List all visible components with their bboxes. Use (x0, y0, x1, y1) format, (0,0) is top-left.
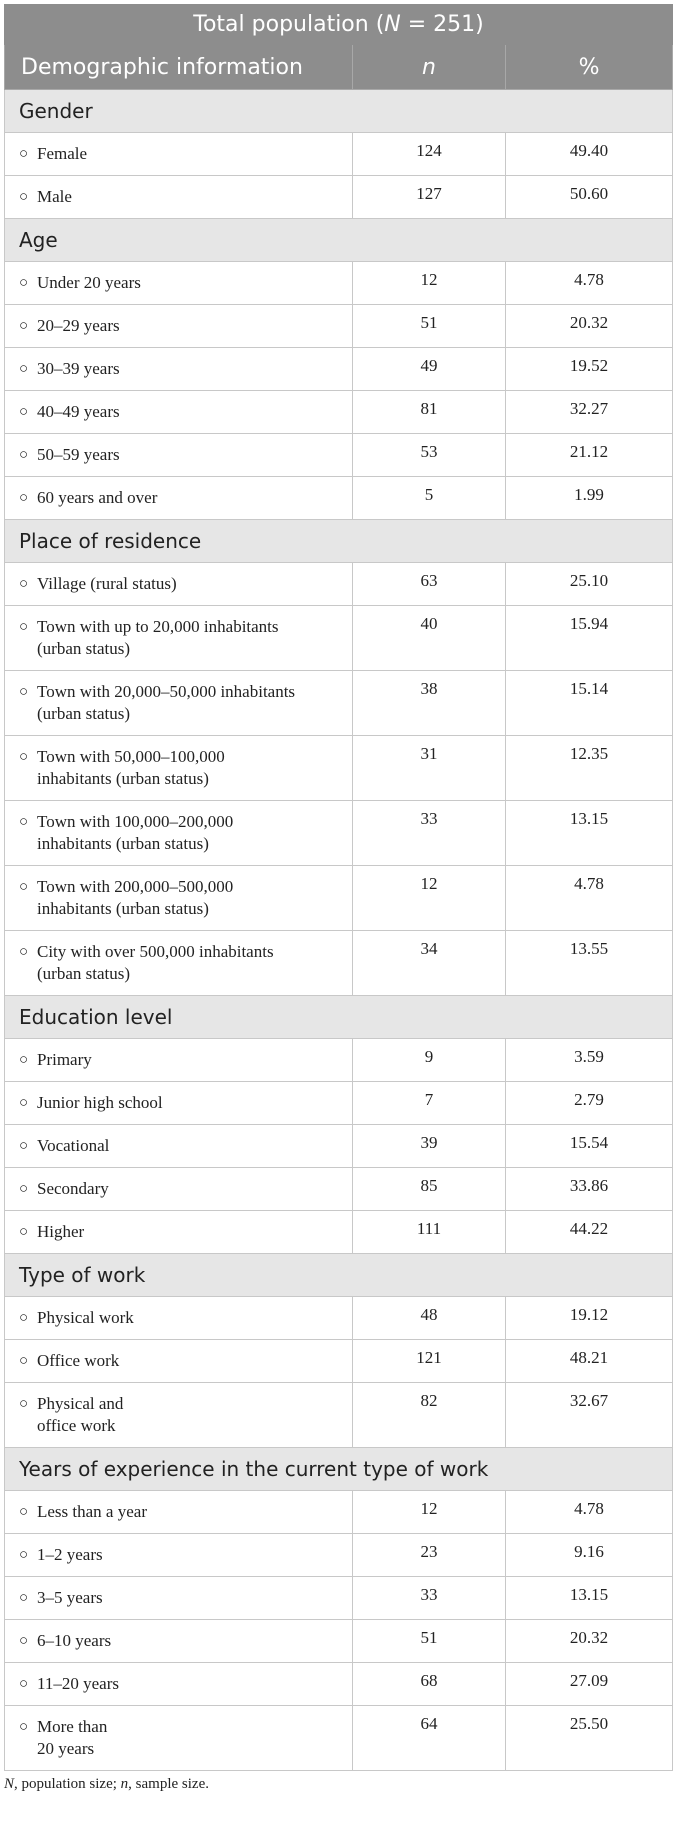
row-label-cell (5, 305, 353, 348)
bullet-icon: ○ (19, 1633, 29, 1649)
row-label (37, 1178, 337, 1200)
row-label-cell (5, 434, 353, 477)
row-label-cell (5, 1620, 353, 1663)
row-label (37, 746, 337, 790)
row-n-value: 81 (353, 391, 506, 434)
table-row (5, 563, 673, 606)
row-label-line: Physical and (37, 1394, 124, 1413)
section-title: Type of work (5, 1254, 673, 1297)
row-percent-value: 49.40 (506, 133, 673, 176)
row-label-line: Junior high school (37, 1093, 163, 1112)
row-label-line: 3–5 years (37, 1588, 103, 1607)
row-label-line: inhabitants (urban status) (37, 834, 209, 853)
bullet-icon: ○ (19, 749, 29, 765)
row-label (37, 1307, 337, 1329)
row-label-cell (5, 1297, 353, 1340)
row-label-cell (5, 1168, 353, 1211)
row-label-cell (5, 1383, 353, 1448)
row-label (37, 1350, 337, 1372)
bullet-icon: ○ (19, 879, 29, 895)
row-label (37, 444, 337, 466)
table-row (5, 736, 673, 801)
row-percent-value: 33.86 (506, 1168, 673, 1211)
row-percent-value: 9.16 (506, 1534, 673, 1577)
table-row (5, 262, 673, 305)
table-row (5, 1620, 673, 1663)
table-row (5, 1577, 673, 1620)
row-n-value: 53 (353, 434, 506, 477)
row-n-value: 40 (353, 606, 506, 671)
row-n-value: 38 (353, 671, 506, 736)
row-label-line: 40–49 years (37, 402, 120, 421)
row-label-line: 20–29 years (37, 316, 120, 335)
bullet-icon: ○ (19, 318, 29, 334)
row-percent-value: 19.52 (506, 348, 673, 391)
row-n-value: 51 (353, 1620, 506, 1663)
bullet-icon: ○ (19, 189, 29, 205)
bullet-icon: ○ (19, 1396, 29, 1412)
row-percent-value: 4.78 (506, 866, 673, 931)
table-row (5, 176, 673, 219)
bullet-icon: ○ (19, 1138, 29, 1154)
row-label-line: More than (37, 1717, 108, 1736)
table-row (5, 1211, 673, 1254)
row-label-line: Under 20 years (37, 273, 141, 292)
title-var: N (384, 12, 401, 37)
row-label (37, 1544, 337, 1566)
section-header-row (5, 1254, 673, 1297)
row-n-value: 39 (353, 1125, 506, 1168)
row-label-line: Town with up to 20,000 inhabitants (37, 617, 279, 636)
row-n-value: 85 (353, 1168, 506, 1211)
table-row (5, 671, 673, 736)
footnote-n-upper-def: , population size; (14, 1776, 121, 1792)
row-label (37, 401, 337, 423)
row-percent-value: 4.78 (506, 1491, 673, 1534)
section-header-row (5, 90, 673, 133)
bullet-icon: ○ (19, 1719, 29, 1735)
row-label (37, 487, 337, 509)
row-label-cell (5, 262, 353, 305)
row-percent-value: 25.10 (506, 563, 673, 606)
row-n-value: 5 (353, 477, 506, 520)
row-percent-value: 4.78 (506, 262, 673, 305)
row-label-cell (5, 176, 353, 219)
row-label-line: Primary (37, 1050, 92, 1069)
row-n-value: 48 (353, 1297, 506, 1340)
column-header-percent: % (506, 45, 673, 90)
section-title: Education level (5, 996, 673, 1039)
table-row (5, 1383, 673, 1448)
table-row (5, 133, 673, 176)
row-label (37, 1501, 337, 1523)
row-label (37, 358, 337, 380)
row-label-cell (5, 391, 353, 434)
bullet-icon: ○ (19, 1547, 29, 1563)
row-label-line: (urban status) (37, 704, 131, 723)
row-n-value: 33 (353, 801, 506, 866)
row-n-value: 63 (353, 563, 506, 606)
row-n-value: 12 (353, 866, 506, 931)
demographics-table (4, 4, 673, 1771)
row-n-value: 31 (353, 736, 506, 801)
row-label (37, 315, 337, 337)
table-row (5, 348, 673, 391)
row-percent-value: 21.12 (506, 434, 673, 477)
table-row (5, 1706, 673, 1771)
row-label (37, 573, 337, 595)
row-label (37, 1135, 337, 1157)
row-percent-value: 15.94 (506, 606, 673, 671)
column-header-n: n (353, 45, 506, 90)
row-label (37, 681, 337, 725)
row-label (37, 186, 337, 208)
row-n-value: 127 (353, 176, 506, 219)
row-label-cell (5, 1125, 353, 1168)
bullet-icon: ○ (19, 619, 29, 635)
row-label-cell (5, 1340, 353, 1383)
row-label (37, 941, 337, 985)
row-percent-value: 12.35 (506, 736, 673, 801)
row-label-line: Higher (37, 1222, 85, 1241)
row-label (37, 876, 337, 920)
row-label-line: Village (rural status) (37, 574, 177, 593)
row-percent-value: 13.15 (506, 1577, 673, 1620)
table-row (5, 1297, 673, 1340)
row-label-cell (5, 606, 353, 671)
row-label (37, 143, 337, 165)
row-label-line: Female (37, 144, 88, 163)
row-percent-value: 15.54 (506, 1125, 673, 1168)
row-label-line: 20 years (37, 1739, 95, 1758)
row-label-cell (5, 133, 353, 176)
row-percent-value: 48.21 (506, 1340, 673, 1383)
bullet-icon: ○ (19, 944, 29, 960)
footnote-n-upper: N (4, 1776, 15, 1792)
row-label-line: 11–20 years (37, 1674, 119, 1693)
section-header-row (5, 996, 673, 1039)
row-label-cell (5, 1039, 353, 1082)
row-percent-value: 2.79 (506, 1082, 673, 1125)
row-label-cell (5, 348, 353, 391)
row-n-value: 23 (353, 1534, 506, 1577)
row-label-line: Vocational (37, 1136, 110, 1155)
row-label (37, 1716, 337, 1760)
table-row (5, 1168, 673, 1211)
row-label-line: Town with 20,000–50,000 inhabitants (37, 682, 296, 701)
row-label (37, 1049, 337, 1071)
table-row (5, 1082, 673, 1125)
section-title: Gender (5, 90, 673, 133)
row-label (37, 1587, 337, 1609)
row-percent-value: 1.99 (506, 477, 673, 520)
row-label-cell (5, 1082, 353, 1125)
row-n-value: 51 (353, 305, 506, 348)
row-label-line: inhabitants (urban status) (37, 769, 209, 788)
row-label-line: 1–2 years (37, 1545, 103, 1564)
row-percent-value: 15.14 (506, 671, 673, 736)
row-label (37, 1092, 337, 1114)
table-row (5, 1534, 673, 1577)
bullet-icon: ○ (19, 146, 29, 162)
row-label (37, 1393, 337, 1437)
row-n-value: 33 (353, 1577, 506, 1620)
row-label-cell (5, 1577, 353, 1620)
row-label-line: Less than a year (37, 1502, 147, 1521)
bullet-icon: ○ (19, 447, 29, 463)
row-label (37, 616, 337, 660)
row-n-value: 111 (353, 1211, 506, 1254)
row-percent-value: 20.32 (506, 1620, 673, 1663)
bullet-icon: ○ (19, 490, 29, 506)
table-row (5, 866, 673, 931)
row-percent-value: 20.32 (506, 305, 673, 348)
row-label (37, 272, 337, 294)
row-label-cell (5, 1491, 353, 1534)
row-label (37, 811, 337, 855)
row-label-cell (5, 931, 353, 996)
section-title: Age (5, 219, 673, 262)
row-n-value: 49 (353, 348, 506, 391)
table-row (5, 1340, 673, 1383)
table-row (5, 1663, 673, 1706)
section-header-row (5, 520, 673, 563)
row-label-line: Town with 100,000–200,000 (37, 812, 234, 831)
footnote-n-lower: n (120, 1776, 129, 1792)
row-n-value: 12 (353, 262, 506, 305)
section-title: Years of experience in the current type of work (5, 1448, 673, 1491)
table-row (5, 434, 673, 477)
row-percent-value: 32.67 (506, 1383, 673, 1448)
section-header-row (5, 219, 673, 262)
row-label (37, 1221, 337, 1243)
table-row (5, 801, 673, 866)
row-percent-value: 32.27 (506, 391, 673, 434)
bullet-icon: ○ (19, 814, 29, 830)
row-label-line: City with over 500,000 inhabitants (37, 942, 274, 961)
row-n-value: 64 (353, 1706, 506, 1771)
row-label-line: Town with 200,000–500,000 (37, 877, 234, 896)
row-label-cell (5, 1706, 353, 1771)
row-label-line: Physical work (37, 1308, 134, 1327)
bullet-icon: ○ (19, 576, 29, 592)
row-label-cell (5, 1663, 353, 1706)
table-footnote (4, 1776, 672, 1793)
table-row (5, 477, 673, 520)
row-n-value: 124 (353, 133, 506, 176)
bullet-icon: ○ (19, 1095, 29, 1111)
table-row (5, 305, 673, 348)
bullet-icon: ○ (19, 1224, 29, 1240)
bullet-icon: ○ (19, 684, 29, 700)
table-body (5, 90, 673, 1771)
row-label-cell (5, 671, 353, 736)
row-percent-value: 25.50 (506, 1706, 673, 1771)
row-label (37, 1673, 337, 1695)
row-n-value: 12 (353, 1491, 506, 1534)
table-title (5, 5, 673, 45)
row-label-cell (5, 866, 353, 931)
table-row (5, 606, 673, 671)
table-row (5, 1491, 673, 1534)
row-percent-value: 3.59 (506, 1039, 673, 1082)
section-header-row (5, 1448, 673, 1491)
row-label-cell (5, 1211, 353, 1254)
row-percent-value: 44.22 (506, 1211, 673, 1254)
row-label-line: 50–59 years (37, 445, 120, 464)
row-label-line: Male (37, 187, 72, 206)
section-title: Place of residence (5, 520, 673, 563)
row-label (37, 1630, 337, 1652)
table-row (5, 1039, 673, 1082)
row-label-line: Town with 50,000–100,000 (37, 747, 225, 766)
row-label-cell (5, 1534, 353, 1577)
row-n-value: 121 (353, 1340, 506, 1383)
row-label-line: (urban status) (37, 639, 131, 658)
row-label-cell (5, 801, 353, 866)
row-percent-value: 13.15 (506, 801, 673, 866)
row-label-line: inhabitants (urban status) (37, 899, 209, 918)
demographics-table-container (4, 4, 672, 1793)
row-n-value: 34 (353, 931, 506, 996)
row-label-cell (5, 736, 353, 801)
bullet-icon: ○ (19, 1181, 29, 1197)
row-label-line: Secondary (37, 1179, 109, 1198)
bullet-icon: ○ (19, 1504, 29, 1520)
row-label-line: 30–39 years (37, 359, 120, 378)
table-row (5, 1125, 673, 1168)
row-label-line: office work (37, 1416, 116, 1435)
bullet-icon: ○ (19, 1590, 29, 1606)
bullet-icon: ○ (19, 1353, 29, 1369)
row-percent-value: 13.55 (506, 931, 673, 996)
table-row (5, 391, 673, 434)
bullet-icon: ○ (19, 275, 29, 291)
row-n-value: 9 (353, 1039, 506, 1082)
title-prefix: Total population ( (193, 12, 385, 37)
row-label-line: 6–10 years (37, 1631, 112, 1650)
row-percent-value: 19.12 (506, 1297, 673, 1340)
footnote-n-lower-def: , sample size. (128, 1776, 209, 1792)
row-label-cell (5, 477, 353, 520)
row-n-value: 7 (353, 1082, 506, 1125)
bullet-icon: ○ (19, 1310, 29, 1326)
column-header-label: Demographic information (5, 45, 353, 90)
bullet-icon: ○ (19, 361, 29, 377)
row-label-line: 60 years and over (37, 488, 158, 507)
row-n-value: 68 (353, 1663, 506, 1706)
row-label-line: (urban status) (37, 964, 131, 983)
bullet-icon: ○ (19, 1052, 29, 1068)
row-percent-value: 27.09 (506, 1663, 673, 1706)
bullet-icon: ○ (19, 404, 29, 420)
row-label-line: Office work (37, 1351, 120, 1370)
row-percent-value: 50.60 (506, 176, 673, 219)
bullet-icon: ○ (19, 1676, 29, 1692)
row-label-cell (5, 563, 353, 606)
table-row (5, 931, 673, 996)
row-n-value: 82 (353, 1383, 506, 1448)
title-suffix: = 251) (400, 12, 484, 37)
